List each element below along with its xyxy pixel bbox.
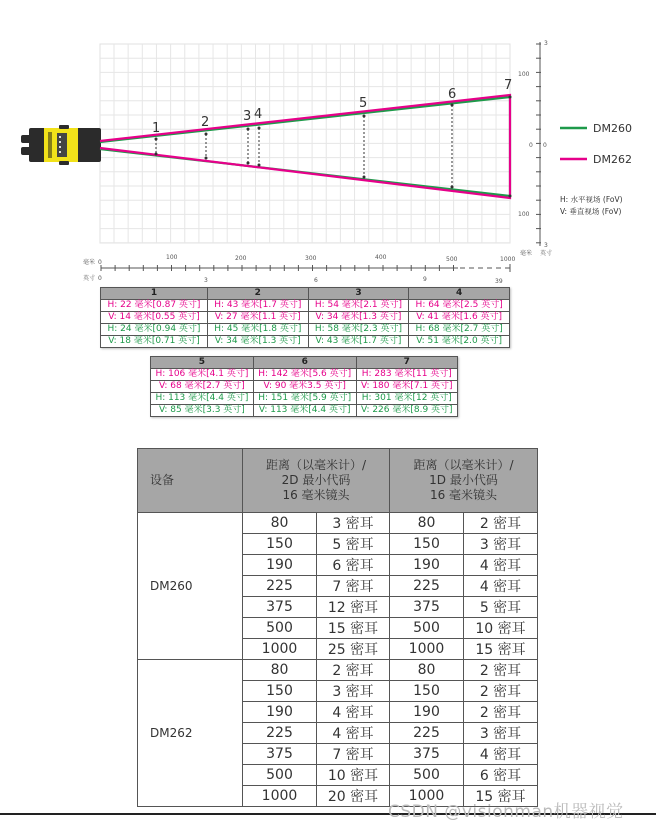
spec-cell: 3 密耳 (464, 723, 538, 744)
spec-cell: 4 密耳 (317, 702, 390, 723)
svg-text:6: 6 (314, 277, 318, 284)
svg-text:100: 100 (518, 211, 530, 218)
spec-cell: 375 (243, 597, 317, 618)
spec-cell: 190 (390, 555, 464, 576)
svg-text:100: 100 (166, 254, 178, 261)
spec-cell: 2 密耳 (464, 681, 538, 702)
spec-cell: 80 (243, 513, 317, 534)
svg-text:100: 100 (518, 71, 530, 78)
svg-text:3: 3 (243, 109, 252, 124)
note-v: V: 垂直视场 (FoV) (560, 207, 622, 216)
spec-cell: 6 密耳 (464, 765, 538, 786)
svg-text:英寸: 英寸 (83, 275, 96, 282)
fov-cell: H: 301 毫米[12 英寸] (356, 393, 457, 405)
legend-dm260: DM260 (593, 122, 632, 135)
header-1d-line3: 16 毫米镜头 (429, 488, 498, 502)
fov-cell: H: 283 毫米[11 英寸] (356, 369, 457, 381)
fov-cell: H: 58 毫米[2.3 英寸] (308, 324, 409, 336)
legend-dm262: DM262 (593, 153, 632, 166)
spec-cell: 225 (390, 576, 464, 597)
fov-cell: H: 43 毫米[1.7 英寸] (207, 300, 308, 312)
spec-cell: 12 密耳 (317, 597, 390, 618)
svg-text:3: 3 (544, 242, 548, 249)
svg-text:4: 4 (254, 107, 263, 122)
svg-text:2: 2 (201, 115, 210, 130)
spec-cell: 150 (243, 681, 317, 702)
spec-cell: 225 (243, 576, 317, 597)
svg-text:毫米: 毫米 (83, 259, 96, 266)
fov-cell: H: 64 毫米[2.5 英寸] (409, 300, 510, 312)
spec-cell: 150 (390, 534, 464, 555)
header-1d-line1: 距离（以毫米计）/ (413, 458, 514, 472)
x-axis (83, 254, 515, 285)
fov-cell: V: 51 毫米[2.0 英寸] (409, 336, 510, 348)
spec-cell: 500 (243, 618, 317, 639)
svg-text:7: 7 (504, 78, 513, 93)
fov-cell: V: 41 毫米[1.6 英寸] (409, 312, 510, 324)
spec-cell: 80 (390, 660, 464, 681)
svg-text:毫米: 毫米 (520, 250, 533, 257)
camera-icon (21, 125, 101, 165)
svg-text:0: 0 (543, 142, 547, 149)
fov-cell: H: 22 毫米[0.87 英寸] (101, 300, 208, 312)
svg-text:3: 3 (204, 277, 208, 284)
svg-text:39: 39 (495, 278, 503, 285)
spec-cell: 80 (243, 660, 317, 681)
header-2d-line2: 2D 最小代码 (281, 473, 351, 487)
spec-cell: 25 密耳 (317, 639, 390, 660)
fov-cell: V: 113 毫米[4.4 英寸] (253, 405, 356, 417)
spec-cell: 10 密耳 (317, 765, 390, 786)
fov-cell: V: 43 毫米[1.7 英寸] (308, 336, 409, 348)
header-2d-line1: 距离（以毫米计）/ (265, 458, 367, 472)
spec-cell: 500 (390, 765, 464, 786)
spec-cell: 190 (243, 702, 317, 723)
svg-text:200: 200 (235, 255, 247, 262)
spec-cell: 2 密耳 (464, 513, 538, 534)
svg-text:300: 300 (305, 255, 317, 262)
spec-cell: 4 密耳 (464, 555, 538, 576)
spec-table (137, 448, 538, 807)
spec-cell: 4 密耳 (317, 723, 390, 744)
svg-text:0: 0 (529, 142, 533, 149)
spec-cell: 190 (390, 702, 464, 723)
spec-row (138, 660, 538, 681)
fov-table-1 (100, 287, 510, 348)
spec-cell: 3 密耳 (317, 513, 390, 534)
fov-cell: V: 18 毫米[0.71 英寸] (101, 336, 208, 348)
fov-cell: V: 180 毫米[7.1 英寸] (356, 381, 457, 393)
spec-cell: 15 密耳 (317, 618, 390, 639)
svg-text:400: 400 (375, 254, 387, 261)
spec-cell: 225 (390, 723, 464, 744)
spec-cell: 3 密耳 (317, 681, 390, 702)
svg-text:500: 500 (446, 256, 458, 263)
spec-cell: 1000 (390, 639, 464, 660)
fov-header-6: 6 (253, 357, 356, 369)
watermark: CSDN @visionman机器视觉 (388, 802, 624, 822)
header-1d (390, 449, 538, 513)
spec-cell: 150 (390, 681, 464, 702)
svg-text:0: 0 (98, 275, 102, 282)
fov-header-7: 7 (356, 357, 457, 369)
spec-cell: 15 密耳 (464, 786, 538, 807)
fov-cell: H: 45 毫米[1.8 英寸] (207, 324, 308, 336)
y-axis (536, 42, 541, 246)
spec-cell: 15 密耳 (464, 639, 538, 660)
fov-cell: V: 34 毫米[1.3 英寸] (207, 336, 308, 348)
fov-cell: H: 68 毫米[2.7 英寸] (409, 324, 510, 336)
fov-cell: V: 226 毫米[8.9 英寸] (356, 405, 457, 417)
svg-text:3: 3 (544, 40, 548, 47)
fov-cell: H: 106 毫米[4.1 英寸] (151, 369, 254, 381)
spec-cell: 500 (390, 618, 464, 639)
spec-cell: 150 (243, 534, 317, 555)
fov-header-2: 2 (207, 288, 308, 300)
fov-cell: V: 68 毫米[2.7 英寸] (151, 381, 254, 393)
svg-text:1000: 1000 (500, 256, 516, 263)
note-h: H: 水平视场 (FoV) (560, 195, 623, 204)
svg-text:1: 1 (152, 121, 161, 136)
spec-cell: 5 密耳 (317, 534, 390, 555)
spec-cell: 80 (390, 513, 464, 534)
spec-cell: 375 (390, 744, 464, 765)
spec-cell: 1000 (390, 786, 464, 807)
fov-header-4: 4 (409, 288, 510, 300)
svg-text:6: 6 (448, 87, 457, 102)
spec-cell: 4 密耳 (464, 744, 538, 765)
fov-header-3: 3 (308, 288, 409, 300)
fov-cell: V: 90 毫米3.5 英寸] (253, 381, 356, 393)
header-device: 设备 (138, 449, 243, 513)
spec-cell: 2 密耳 (464, 660, 538, 681)
device-cell: DM260 (138, 513, 243, 660)
spec-cell: 2 密耳 (464, 702, 538, 723)
fov-header-1: 1 (101, 288, 208, 300)
header-2d (243, 449, 390, 513)
fov-cell: V: 27 毫米[1.1 英寸] (207, 312, 308, 324)
fov-cell: H: 24 毫米[0.94 英寸] (101, 324, 208, 336)
header-1d-line2: 1D 最小代码 (429, 473, 498, 487)
spec-cell: 6 密耳 (317, 555, 390, 576)
svg-text:英寸: 英寸 (540, 250, 553, 257)
fov-cell: V: 34 毫米[1.3 英寸] (308, 312, 409, 324)
spec-cell: 3 密耳 (464, 534, 538, 555)
fov-diagram (0, 0, 656, 290)
header-2d-line3: 16 毫米镜头 (282, 488, 350, 502)
svg-text:9: 9 (423, 276, 427, 283)
fov-cell: V: 85 毫米[3.3 英寸] (151, 405, 254, 417)
fov-cell: H: 151 毫米[5.9 英寸] (253, 393, 356, 405)
spec-cell: 20 密耳 (317, 786, 390, 807)
spec-cell: 10 密耳 (464, 618, 538, 639)
spec-cell: 375 (390, 597, 464, 618)
fov-cell: H: 142 毫米[5.6 英寸] (253, 369, 356, 381)
fov-cell: H: 54 毫米[2.1 英寸] (308, 300, 409, 312)
spec-cell: 225 (243, 723, 317, 744)
spec-cell: 1000 (243, 639, 317, 660)
spec-cell: 1000 (243, 786, 317, 807)
spec-cell: 5 密耳 (464, 597, 538, 618)
spec-cell: 375 (243, 744, 317, 765)
device-cell: DM262 (138, 660, 243, 807)
spec-cell: 7 密耳 (317, 576, 390, 597)
grid (100, 44, 513, 243)
spec-cell: 4 密耳 (464, 576, 538, 597)
spec-cell: 190 (243, 555, 317, 576)
svg-text:0: 0 (98, 259, 102, 266)
fov-cell: V: 14 毫米[0.55 英寸] (101, 312, 208, 324)
spec-cell: 500 (243, 765, 317, 786)
svg-text:5: 5 (359, 96, 368, 111)
spec-cell: 2 密耳 (317, 660, 390, 681)
legend (560, 122, 632, 216)
spec-row (138, 513, 538, 534)
fov-cell: H: 113 毫米[4.4 英寸] (151, 393, 254, 405)
fov-table-2 (150, 356, 458, 417)
spec-cell: 7 密耳 (317, 744, 390, 765)
fov-header-5: 5 (151, 357, 254, 369)
